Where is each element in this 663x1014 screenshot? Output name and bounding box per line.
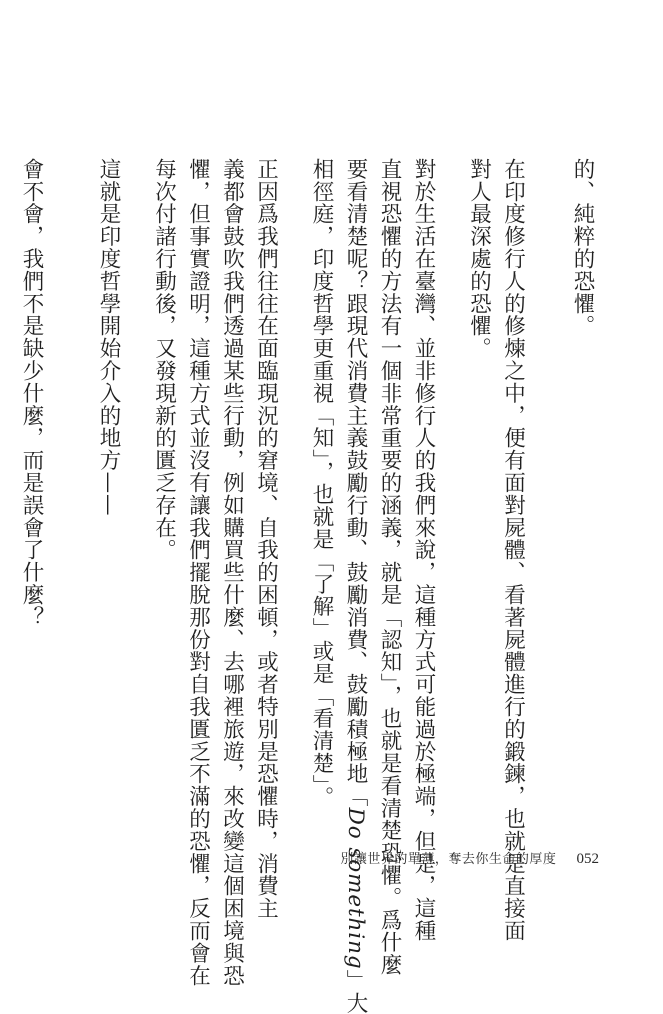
text-segment: 要看清楚呢？跟現代消費主義鼓勵行動、鼓勵消費、鼓勵積極地「 [343, 158, 368, 808]
text-line: 懼，但事實證明，這種方式並沒有讓我們擺脫那份對自我匱乏不滿的恐懼，反而會在 [181, 158, 215, 878]
text-line: 對人最深處的恐懼。 [462, 158, 496, 878]
text-segment: 」大 [343, 970, 368, 1014]
text-line: 直視恐懼的方法有一個非常重要的涵義，就是「認知」，也就是看清楚恐懼。爲什麼 [372, 158, 406, 878]
text-line: 的、純粹的恐懼。 [565, 158, 599, 878]
text-line: 對於生活在臺灣、並非修行人的我們來說，這種方式可能過於極端，但是，這種 [406, 158, 462, 878]
english-phrase: Do something [343, 808, 368, 970]
text-line: 相徑庭，印度哲學更重視「知」，也就是「了解」或是「看清楚」。 [304, 158, 338, 878]
running-title: 別讓世界的單薄，奪去你生命的厚度 [340, 852, 556, 867]
vertical-text-body [59, 158, 599, 878]
page-number: 052 [577, 851, 600, 867]
text-line: 這就是印度哲學開始介入的地方—— [91, 158, 147, 878]
text-line: 會不會，我們不是缺少什麼，而是誤會了什麼？ [14, 158, 91, 878]
text-line: 在印度修行人的修煉之中，便有面對屍體、看著屍體進行的鍛鍊，也就是直接面 [496, 158, 552, 878]
text-line [338, 158, 372, 878]
text-line: 正因爲我們往往在面臨現況的窘境、自我的困頓，或者特別是恐懼時，消費主 [249, 158, 305, 878]
page-footer [340, 848, 599, 868]
text-line [0, 158, 14, 878]
text-line: 義都會鼓吹我們透過某些行動，例如購買些什麼、去哪裡旅遊，來改變這個困境與恐 [215, 158, 249, 878]
text-line: 每次付諸行動後，又發現新的匱乏存在。 [147, 158, 181, 878]
